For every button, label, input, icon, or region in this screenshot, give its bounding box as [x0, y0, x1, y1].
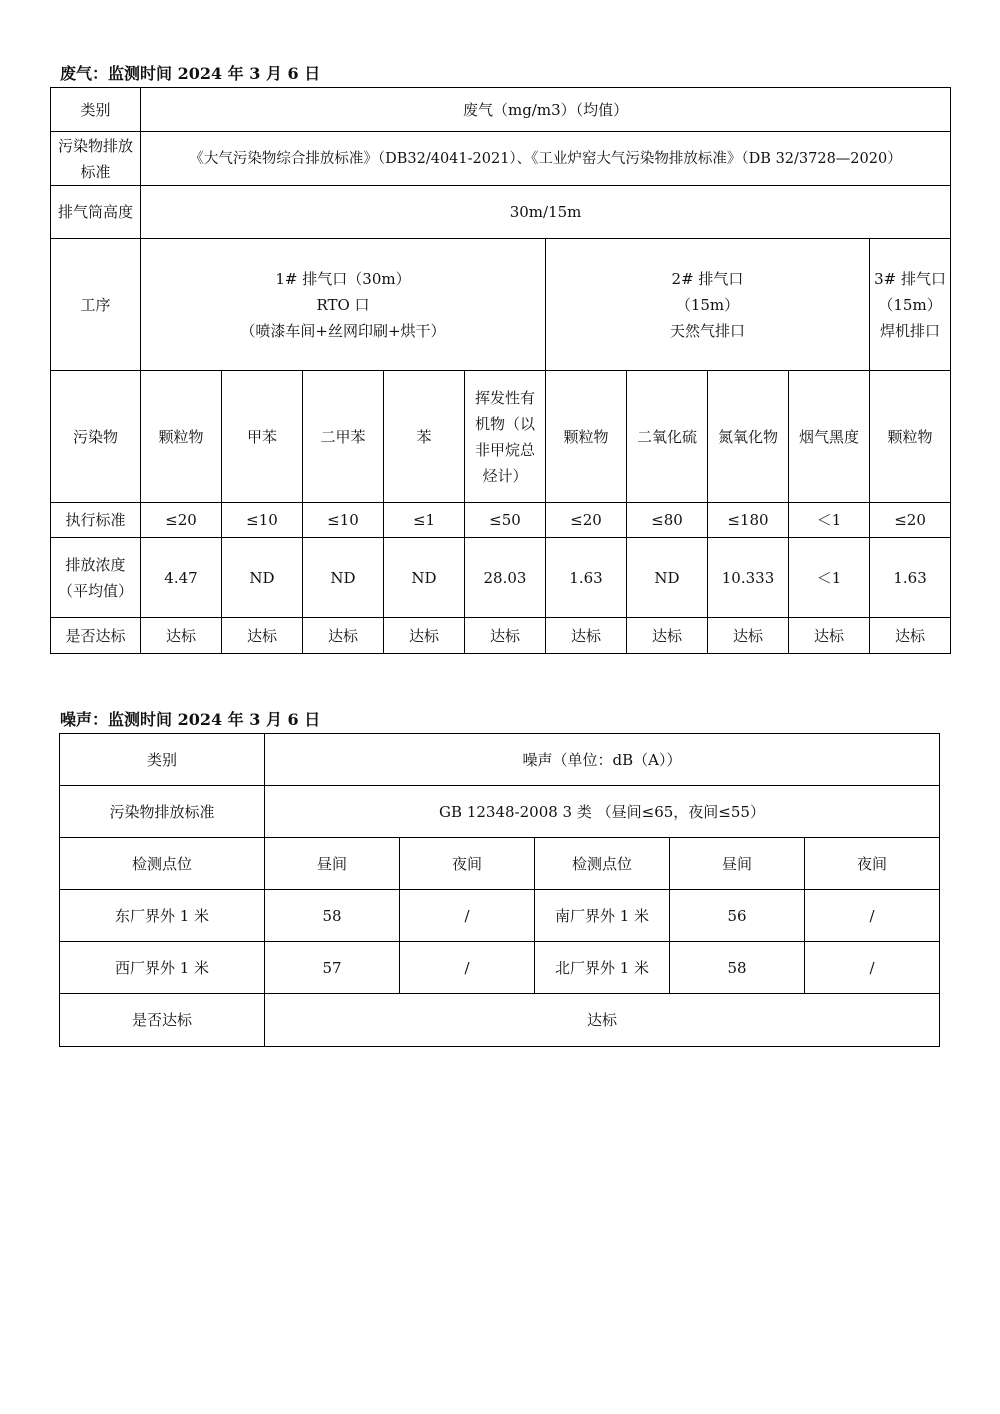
pollutant: 挥发性有机物（以非甲烷总烃计） — [465, 371, 546, 503]
compliance-value: 达标 — [708, 618, 789, 654]
compliance-value: 达标 — [546, 618, 627, 654]
compliance-value: 达标 — [465, 618, 546, 654]
noise-compliance-label: 是否达标 — [60, 994, 265, 1047]
monitoring-point: 西厂界外 1 米 — [60, 942, 265, 994]
concentration-value: 1.63 — [870, 538, 951, 618]
limit-value: ≤80 — [627, 503, 708, 538]
concentration-value: 1.63 — [546, 538, 627, 618]
limit-value: ≤20 — [546, 503, 627, 538]
exhaust-standard-row — [51, 132, 951, 186]
pollutant: 甲苯 — [222, 371, 303, 503]
concentration-value: ND — [303, 538, 384, 618]
compliance-value: 达标 — [627, 618, 708, 654]
table-row — [60, 942, 940, 994]
day-value: 56 — [670, 890, 805, 942]
compliance-value: 达标 — [789, 618, 870, 654]
concentration-label: 排放浓度（平均值） — [51, 538, 141, 618]
noise-standard-label: 污染物排放标准 — [60, 786, 265, 838]
exhaust-heading: 废气：监测时间 2024 年 3 月 6 日 — [60, 64, 321, 83]
limit-value: ≤10 — [222, 503, 303, 538]
concentration-value: ＜1 — [789, 538, 870, 618]
monitoring-point: 北厂界外 1 米 — [535, 942, 670, 994]
night-value: / — [805, 942, 940, 994]
pollutant-label: 污染物 — [51, 371, 141, 503]
exhaust-process-row — [51, 239, 951, 371]
point-header: 检测点位 — [535, 838, 670, 890]
pollutant: 颗粒物 — [870, 371, 951, 503]
concentration-value: ND — [384, 538, 465, 618]
day-value: 57 — [265, 942, 400, 994]
noise-category-value: 噪声（单位：dB（A）） — [265, 734, 940, 786]
monitoring-point: 南厂界外 1 米 — [535, 890, 670, 942]
exhaust-concentration-row — [51, 538, 951, 618]
pollutant: 颗粒物 — [141, 371, 222, 503]
noise-standard-row — [60, 786, 940, 838]
noise-heading: 噪声：监测时间 2024 年 3 月 6 日 — [60, 710, 321, 729]
category-label: 类别 — [51, 88, 141, 132]
pollutant: 烟气黑度 — [789, 371, 870, 503]
day-header: 昼间 — [265, 838, 400, 890]
compliance-value: 达标 — [222, 618, 303, 654]
limit-value: ≤180 — [708, 503, 789, 538]
outlet-1: 1# 排气口（30m） RTO 口 （喷漆车间+丝网印刷+烘干） — [141, 239, 546, 371]
pollutant: 苯 — [384, 371, 465, 503]
concentration-value: ND — [222, 538, 303, 618]
pollutant: 二氧化硫 — [627, 371, 708, 503]
compliance-value: 达标 — [141, 618, 222, 654]
monitoring-point: 东厂界外 1 米 — [60, 890, 265, 942]
limit-value: ≤10 — [303, 503, 384, 538]
exhaust-stack-row — [51, 186, 951, 239]
exhaust-table — [50, 87, 951, 654]
limit-label: 执行标准 — [51, 503, 141, 538]
night-value: / — [400, 890, 535, 942]
outlet-2: 2# 排气口 （15m） 天然气排口 — [546, 239, 870, 371]
day-value: 58 — [670, 942, 805, 994]
stack-height-value: 30m/15m — [141, 186, 951, 239]
noise-category-row — [60, 734, 940, 786]
point-header: 检测点位 — [60, 838, 265, 890]
pollutant: 颗粒物 — [546, 371, 627, 503]
noise-category-label: 类别 — [60, 734, 265, 786]
noise-table — [59, 733, 940, 1047]
process-label: 工序 — [51, 239, 141, 371]
noise-header-row — [60, 838, 940, 890]
standard-value: 《大气污染物综合排放标准》（DB32/4041-2021）、《工业炉窑大气污染物排放标准》（DB 32/3728—2020） — [141, 132, 951, 186]
noise-standard-value: GB 12348-2008 3 类 （昼间≤65，夜间≤55） — [265, 786, 940, 838]
limit-value: ≤20 — [870, 503, 951, 538]
night-header: 夜间 — [805, 838, 940, 890]
limit-value: ≤50 — [465, 503, 546, 538]
night-header: 夜间 — [400, 838, 535, 890]
compliance-value: 达标 — [303, 618, 384, 654]
exhaust-compliance-row — [51, 618, 951, 654]
concentration-value: 28.03 — [465, 538, 546, 618]
outlet-3: 3# 排气口（15m）焊机排口 — [870, 239, 951, 371]
day-value: 58 — [265, 890, 400, 942]
pollutant: 氮氧化物 — [708, 371, 789, 503]
concentration-value: 4.47 — [141, 538, 222, 618]
pollutant: 二甲苯 — [303, 371, 384, 503]
night-value: / — [400, 942, 535, 994]
category-value: 废气（mg/m3）（均值） — [141, 88, 951, 132]
compliance-label: 是否达标 — [51, 618, 141, 654]
limit-value: ＜1 — [789, 503, 870, 538]
limit-value: ≤1 — [384, 503, 465, 538]
table-row — [60, 890, 940, 942]
concentration-value: 10.333 — [708, 538, 789, 618]
day-header: 昼间 — [670, 838, 805, 890]
exhaust-limit-row — [51, 503, 951, 538]
exhaust-pollutant-row — [51, 371, 951, 503]
compliance-value: 达标 — [384, 618, 465, 654]
standard-label: 污染物排放标准 — [51, 132, 141, 186]
compliance-value: 达标 — [870, 618, 951, 654]
limit-value: ≤20 — [141, 503, 222, 538]
stack-height-label: 排气筒高度 — [51, 186, 141, 239]
noise-compliance-value: 达标 — [265, 994, 940, 1047]
noise-compliance-row — [60, 994, 940, 1047]
exhaust-category-row — [51, 88, 951, 132]
night-value: / — [805, 890, 940, 942]
concentration-value: ND — [627, 538, 708, 618]
